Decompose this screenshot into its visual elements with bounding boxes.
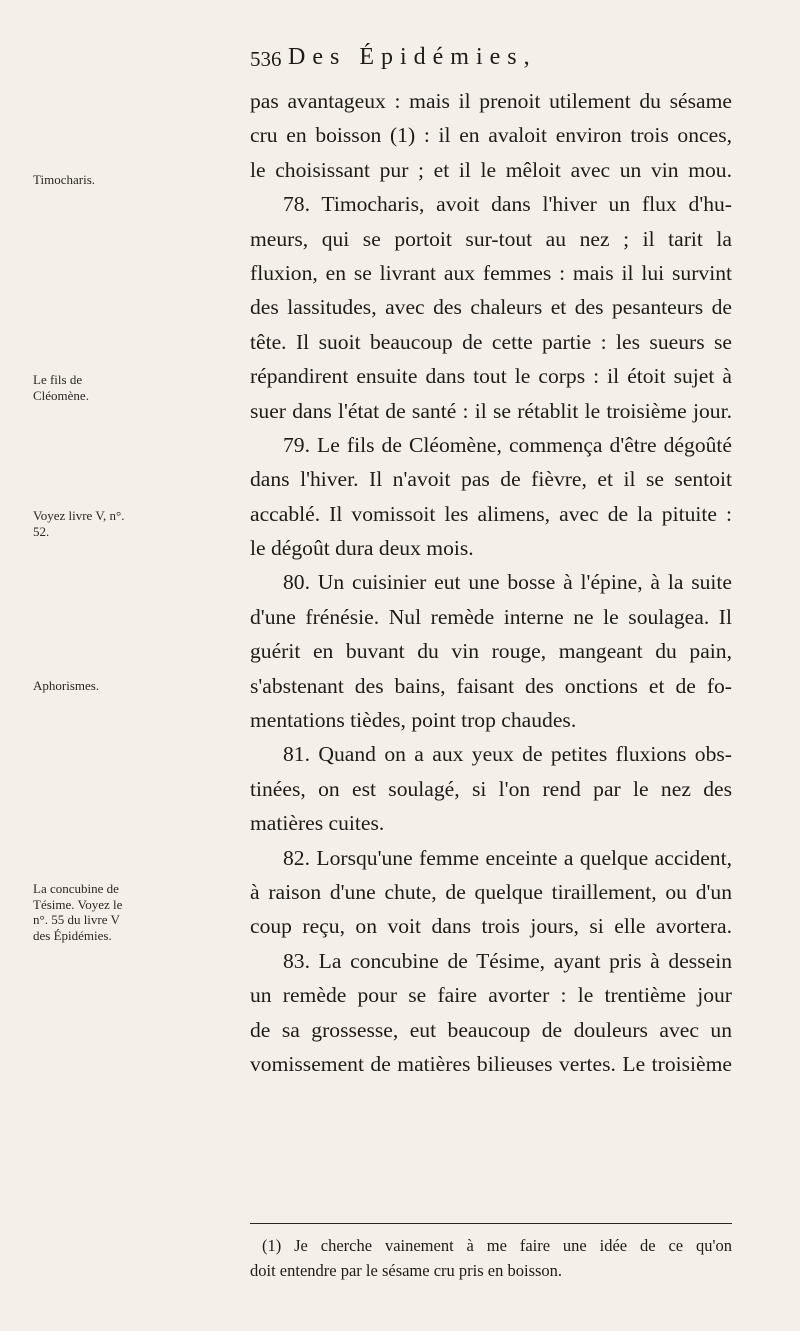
body-line: le dégoût dura deux mois. [250, 536, 474, 561]
margin-note-voyez-livre: Voyez livre V, n°. 52. [33, 508, 125, 539]
paragraph-82-start: 82. Lorsqu'une femme enceinte a quelque accident, [283, 845, 732, 870]
page-header [250, 44, 720, 78]
body-line: tête. Il suoit beaucoup de cette partie : les sueurs se [250, 329, 732, 354]
body-line: fluxion, en se livrant aux femmes : mais il lui survint [250, 260, 732, 285]
paragraph-80-start: 80. Un cuisinier eut une bosse à l'épine, à la suite [283, 570, 732, 595]
body-line: le choisissant pur ; et il le mêloit avec un vin mou. [250, 157, 732, 182]
margin-note-timocharis: Timocharis. [33, 172, 95, 187]
footnote-line: doit entendre par le sésame cru pris en boisson. [250, 1261, 563, 1280]
paragraph-81-start: 81. Quand on a aux yeux de petites fluxions obs- [283, 742, 732, 767]
body-line: un remède pour se faire avorter : le trentième jour [250, 983, 732, 1008]
body-line: de sa grossesse, eut beaucoup de douleurs avec un [250, 1017, 732, 1042]
body-line: vomissement de matières bilieuses vertes. Le troisième [250, 1051, 732, 1076]
paragraph-79-start: 79. Le fils de Cléomène, commença d'être dégoûté [283, 432, 732, 457]
paragraph-83-start: 83. La concubine de Tésime, ayant pris à dessein [283, 948, 732, 973]
footnote [250, 1233, 732, 1283]
body-line: tinées, on est soulagé, si l'on rend par le nez des [250, 776, 732, 801]
body-line: suer dans l'état de santé : il se rétablit le troisième jour. [250, 398, 732, 423]
body-line: pas avantageux : mais il prenoit utilement du sésame [250, 89, 732, 113]
body-line: mentations tièdes, point trop chaudes. [250, 708, 577, 733]
body-line: d'une frénésie. Nul remède interne ne le soulagea. Il [250, 604, 732, 629]
margin-note-aphorismes: Aphorismes. [33, 678, 100, 693]
margin-note-concubine: La concubine de Tésime. Voyez le n°. 55 du livre V des Épidémies. [33, 881, 123, 943]
body-text [250, 84, 732, 1081]
body-line: accablé. Il vomissoit les alimens, avec de la pituite : [250, 501, 732, 526]
body-line: meurs, qui se portoit sur-tout au nez ; il tarit la [250, 226, 732, 251]
margin-note-fils-cleomene: Le fils de Cléomène. [33, 372, 89, 403]
page-number: 536 [250, 47, 282, 71]
paragraph-78-start: 78. Timocharis, avoit dans l'hiver un flux d'hu- [283, 192, 732, 217]
body-line: à raison d'une chute, de quelque tiraillement, ou d'un [250, 879, 732, 904]
body-line: cru en boisson (1) : il en avaloit environ trois onces, [250, 123, 732, 148]
body-line: coup reçu, on voit dans trois jours, si elle avortera. [250, 914, 732, 939]
body-line: guérit en buvant du vin rouge, mangeant du pain, [250, 639, 732, 664]
body-line: matières cuites. [250, 811, 385, 836]
body-line: s'abstenant des bains, faisant des onctions et de fo- [250, 673, 732, 698]
body-line: des lassitudes, avec des chaleurs et des pesanteurs de [250, 295, 732, 320]
footnote-line: (1) Je cherche vainement à me faire une idée de ce qu'on [262, 1236, 732, 1255]
body-line: répandirent ensuite dans tout le corps : il étoit sujet à [250, 364, 732, 389]
running-title: Des Épidémies, [288, 44, 537, 70]
footnote-rule [250, 1223, 732, 1224]
body-line: dans l'hiver. Il n'avoit pas de fièvre, et il se sentoit [250, 467, 732, 492]
